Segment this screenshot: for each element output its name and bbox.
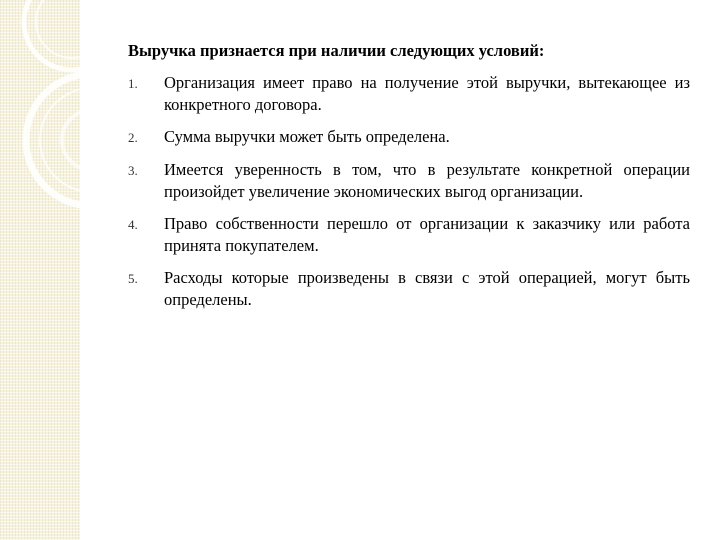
decorative-circles-graphic [0, 0, 80, 540]
list-item [128, 213, 690, 257]
list-item-number: 3. [128, 163, 138, 178]
list-item-text: Сумма выручки может быть определена. [164, 127, 450, 146]
list-item-number: 2. [128, 130, 138, 145]
list-item [128, 72, 690, 116]
slide-heading: Выручка признается при наличии следующих условий: [128, 41, 545, 60]
list-item-number: 1. [128, 76, 138, 91]
slide-content [128, 40, 690, 321]
list-item-text: Право собственности перешло от организации к заказчику или работа принята покупателем. [164, 214, 690, 255]
list-item-number: 4. [128, 217, 138, 232]
list-item [128, 126, 690, 149]
list-item-text: Расходы которые произведены в связи с этой операцией, могут быть определены. [164, 268, 690, 309]
list-item-text: Организация имеет право на получение этой выручки, вытекающее из конкретного договора. [164, 73, 690, 114]
list-item [128, 159, 690, 203]
list-item [128, 267, 690, 311]
decorative-sidebar [0, 0, 80, 540]
list-item-number: 5. [128, 271, 138, 286]
list-item-text: Имеется уверенность в том, что в результате конкретной операции произойдет увеличение экономических выгод организации. [164, 160, 690, 201]
